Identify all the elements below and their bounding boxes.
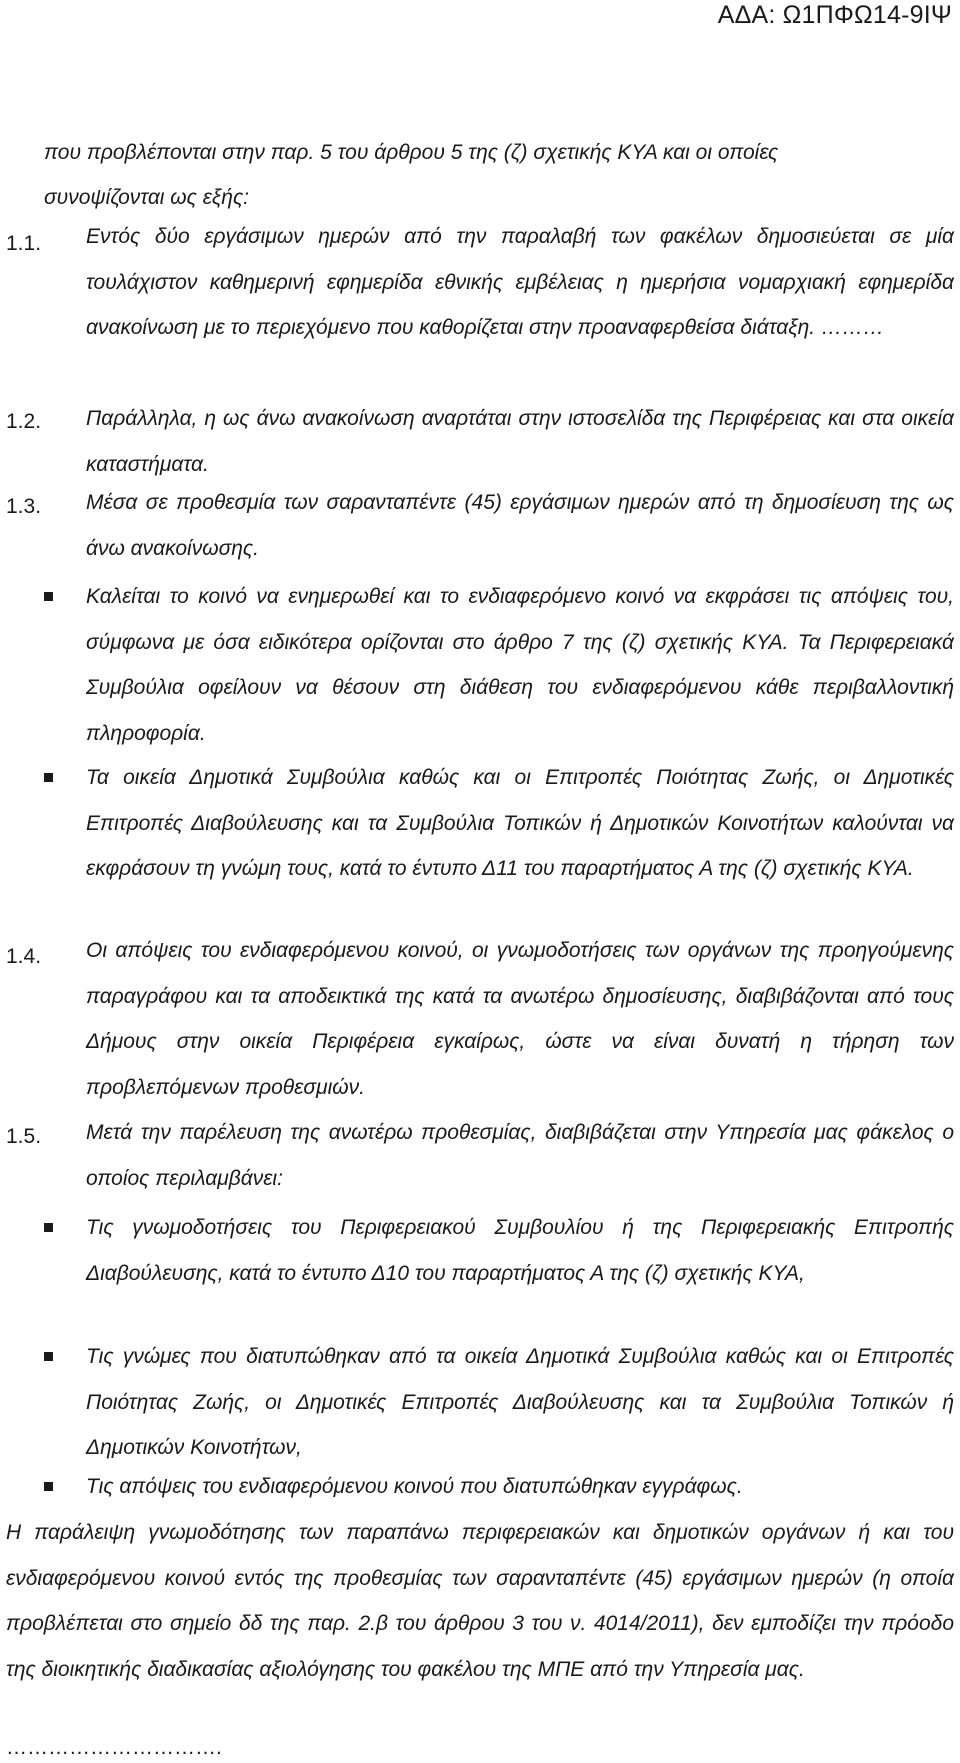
item-number: 1.4. <box>6 945 42 968</box>
bullet-5-text: Τις απόψεις του ενδιαφερόμενου κοινού που διατυπώθηκαν εγγράφως. <box>86 1475 743 1498</box>
item-number: 1.2. <box>6 410 42 433</box>
bullet-marker <box>44 592 53 601</box>
item-number: 1.1. <box>6 232 42 255</box>
item-number: 1.3. <box>6 495 42 518</box>
item-1-4-text: Οι απόψεις του ενδιαφερόμενου κοινού, οι γνωμοδοτήσεις των οργάνων της προηγούμενης παραγράφου και τα αποδεικτικά της κατά τα ανωτέρω δημοσίευσης, διαβιβάζονται από τους Δήμους στην οικεία Περιφέρεια εγκαίρως, ώστε να είναι δυνατή η τήρηση των προβλεπόμενων προθεσμιών. <box>86 939 954 1099</box>
closing-paragraph: Η παράλειψη γνωμοδότησης των παραπάνω περιφερειακών και δημοτικών οργάνων ή και του ενδιαφερόμενου κοινού εντός της προθεσμίας των σαρανταπέντε (45) εργάσιμων ημερών (η οποία προβλέπεται στο σημείο δδ της παρ. 2.β του άρθρου 3 του ν. 4014/2011), δεν εμποδίζει την πρόοδο της διοικητικής διαδικασίας αξιολόγησης του φακέλου της ΜΠΕ από την Υπηρεσία μας. <box>6 1521 954 1681</box>
bullet-2-text: Τα οικεία Δημοτικά Συμβούλια καθώς και οι Επιτροπές Ποιότητας Ζωής, οι Δημοτικές Επιτροπές Διαβούλευσης και τα Συμβούλια Τοπικών ή Δημοτικών Κοινοτήτων καλούνται να εκφράσουν τη γνώμη τους, κατά το έντυπο Δ11 του παραρτήματος Α της (ζ) σχετικής ΚΥΑ. <box>86 766 954 880</box>
item-1-3-text: Μέσα σε προθεσμία των σαρανταπέντε (45) εργάσιμων ημερών από τη δημοσίευση της ως άνω ανακοίνωσης. <box>86 491 954 560</box>
bullet-marker <box>44 773 53 782</box>
bullet-3-text: Τις γνωμοδοτήσεις του Περιφερειακού Συμβουλίου ή της Περιφερειακής Επιτροπής Διαβούλευσης, κατά το έντυπο Δ10 του παραρτήματος Α της (ζ) σχετικής ΚΥΑ, <box>86 1216 954 1285</box>
item-1-5-text: Μετά την παρέλευση της ανωτέρω προθεσμίας, διαβιβάζεται στην Υπηρεσία μας φάκελος ο οποίος περιλαμβάνει: <box>86 1121 954 1190</box>
bullet-marker <box>44 1482 53 1491</box>
item-1-2-text: Παράλληλα, η ως άνω ανακοίνωση αναρτάται στην ιστοσελίδα της Περιφέρειας και στα οικεία καταστήματα. <box>86 407 954 476</box>
trailing-dots: …………………………. <box>6 1736 222 1759</box>
item-number: 1.5. <box>6 1125 42 1148</box>
ada-identifier: ΑΔΑ: Ω1ΠΦΩ14-9ΙΨ <box>717 1 952 29</box>
bullet-4-text: Τις γνώμες που διατυπώθηκαν από τα οικεία Δημοτικά Συμβούλια καθώς και οι Επιτροπές Ποιότητας Ζωής, οι Δημοτικές Επιτροπές Διαβούλευσης και τα Συμβούλια Τοπικών ή Δημοτικών Κοινοτήτων, <box>86 1345 954 1459</box>
bullet-marker <box>44 1352 53 1361</box>
bullet-1-text: Καλείται το κοινό να ενημερωθεί και το ενδιαφερόμενο κοινό να εκφράσει τις απόψεις του, σύμφωνα με όσα ειδικότερα ορίζονται στο άρθρο 7 της (ζ) σχετικής ΚΥΑ. Τα Περιφερειακά Συμβούλια οφείλουν να θέσουν στη διάθεση του ενδιαφερόμενου κάθε περιβαλλοντική πληροφορία. <box>86 585 954 745</box>
item-1-1-text: Εντός δύο εργάσιμων ημερών από την παραλαβή των φακέλων δημοσιεύεται σε μία τουλάχιστον καθημερινή εφημερίδα εθνικής εμβέλειας η ημερήσια νομαρχιακή εφημερίδα ανακοίνωση με το περιεχόμενο που καθορίζεται στην προαναφερθείσα διάταξη. ……… <box>86 225 954 339</box>
bullet-marker <box>44 1223 53 1232</box>
intro-line-1: που προβλέπονται στην παρ. 5 του άρθρου 5 της (ζ) σχετικής ΚΥΑ και οι οποίες <box>44 141 779 164</box>
intro-line-2: συνοψίζονται ως εξής: <box>44 186 250 209</box>
